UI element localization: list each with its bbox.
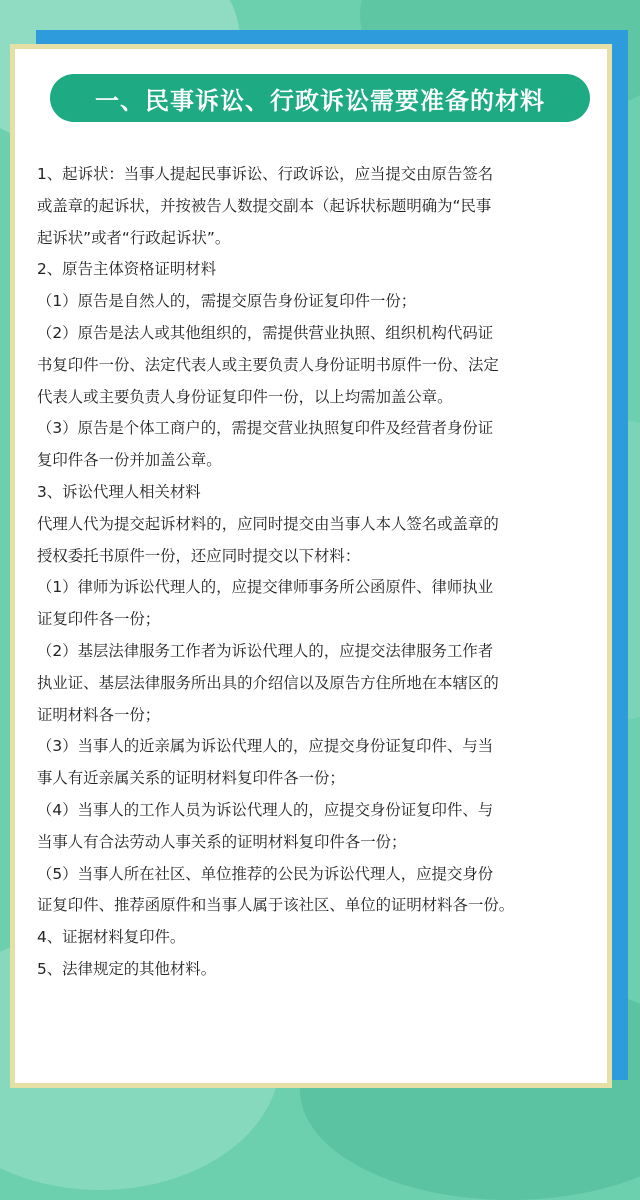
paragraph: 代理人代为提交起诉材料的，应同时提交由当事人本人签名或盖章的 授权委托书原件一份，还应同时提交以下材料： (37, 514, 499, 565)
paragraph: 5、法律规定的其他材料。 (37, 959, 217, 978)
paragraph: （2）基层法律服务工作者为诉讼代理人的，应提交法律服务工作者 执业证、基层法律服务所出具的介绍信以及原告方住所地在本辖区的 证明材料各一份； (37, 641, 499, 724)
paragraph: （3）当事人的近亲属为诉讼代理人的，应提交身份证复印件、与当 事人有近亲属关系的证明材料复印件各一份； (37, 737, 494, 788)
paragraph: 4、证据材料复印件。 (37, 928, 186, 947)
paragraph: （5）当事人所在社区、单位推荐的公民为诉讼代理人，应提交身份 证复印件、推荐函原件和当事人属于该社区、单位的证明材料各一份。 (37, 864, 515, 915)
paragraph: （1）原告是自然人的，需提交原告身份证复印件一份； (37, 292, 417, 311)
paragraph: （3）原告是个体工商户的，需提交营业执照复印件及经营者身份证 复印件各一份并加盖公章。 (37, 419, 494, 470)
document-body (37, 159, 585, 986)
paragraph: （2）原告是法人或其他组织的，需提供营业执照、组织机构代码证 书复印件一份、法定代表人或主要负责人身份证明书原件一份、法定 代表人或主要负责人身份证复印件一份，以上均需加盖公章。 (37, 323, 499, 406)
page-title: 一、民事诉讼、行政诉讼需要准备的材料 (95, 86, 545, 115)
paragraph: 1、起诉状：当事人提起民事诉讼、行政诉讼，应当提交由原告签名 或盖章的起诉状，并按被告人数提交副本（起诉状标题明确为“民事 起诉状”或者“行政起诉状”。 (37, 165, 494, 247)
paragraph: 2、原告主体资格证明材料 (37, 260, 217, 279)
title-banner (50, 74, 590, 122)
paragraph: （1）律师为诉讼代理人的，应提交律师事务所公函原件、律师执业 证复印件各一份； (37, 578, 494, 629)
paragraph: （4）当事人的工作人员为诉讼代理人的，应提交身份证复印件、与 当事人有合法劳动人事关系的证明材料复印件各一份； (37, 800, 494, 851)
paragraph: 3、诉讼代理人相关材料 (37, 482, 201, 501)
